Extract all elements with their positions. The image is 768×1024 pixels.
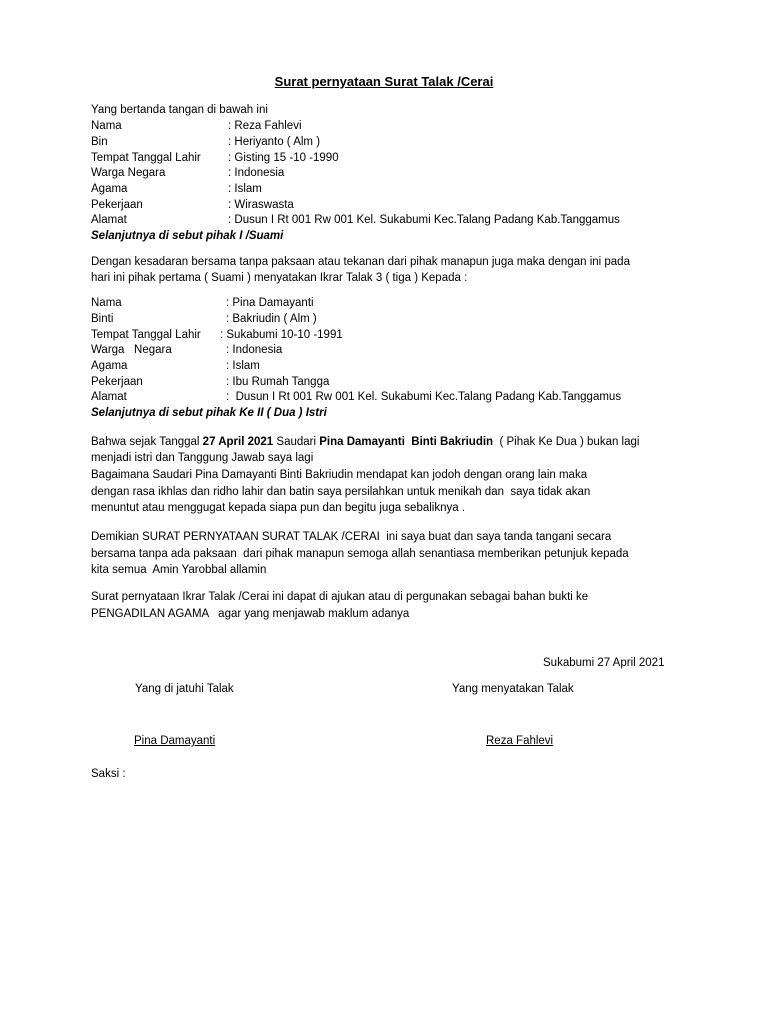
field-label: Agama — [91, 360, 128, 372]
field-value: : Wiraswasta — [228, 199, 294, 211]
document-title: Surat pernyataan Surat Talak /Cerai — [274, 74, 494, 89]
field-label: Alamat — [91, 391, 127, 403]
party1-note: Selanjutnya di sebut pihak I /Suami — [91, 230, 284, 242]
body3-line-2: PENGADILAN AGAMA agar yang menjawab maklum adanya — [91, 608, 410, 620]
field-value: : Indonesia — [226, 344, 283, 356]
statement-line-1: Dengan kesadaran bersama tanpa paksaan atau tekanan dari pihak manapun juga maka dengan ini pada — [91, 256, 630, 268]
body1-line-3: Bagaimana Saudari Pina Damayanti Binti Bakriudin mendapat kan jodoh dengan orang lain maka — [91, 469, 588, 481]
witness-label: Saksi : — [91, 768, 126, 780]
body2-line-3: kita semua Amin Yarobbal allamin — [91, 564, 267, 576]
field-label: Agama — [91, 183, 128, 195]
statement-line-2: hari ini pihak pertama ( Suami ) menyatakan Ikrar Talak 3 ( tiga ) Kepada : — [91, 272, 468, 284]
field-label: Nama — [91, 120, 122, 132]
field-value: : Islam — [226, 360, 260, 372]
body2-line-1: Demikian SURAT PERNYATAAN SURAT TALAK /CERAI ini saya buat dan saya tanda tangani secara — [91, 531, 612, 543]
field-value: : Reza Fahlevi — [228, 120, 302, 132]
field-value: : Indonesia — [228, 167, 285, 179]
place-date: Sukabumi 27 April 2021 — [543, 657, 665, 669]
body3-line-1: Surat pernyataan Ikrar Talak /Cerai ini dapat di ajukan atau di pergunakan sebagai bahan bukti ke — [91, 591, 589, 603]
signature-left-name: Pina Damayanti — [134, 735, 216, 747]
field-label: Tempat Tanggal Lahir — [91, 329, 201, 341]
field-label: Nama — [91, 297, 122, 309]
field-label: Binti — [91, 313, 114, 325]
field-value: : Dusun I Rt 001 Rw 001 Kel. Sukabumi Kec.Talang Padang Kab.Tanggamus — [228, 214, 620, 226]
intro-text: Yang bertanda tangan di bawah ini — [91, 104, 268, 116]
body1-line-1 — [91, 434, 639, 450]
field-label: Pekerjaan — [91, 376, 143, 388]
signature-left-label: Yang di jatuhi Talak — [135, 683, 234, 695]
body1-mid: Saudari — [273, 436, 320, 448]
body1-name: Pina Damayanti Binti Bakriudin — [319, 436, 494, 448]
field-value: : Islam — [228, 183, 262, 195]
signature-right-name: Reza Fahlevi — [486, 735, 554, 747]
field-label: Alamat — [91, 214, 127, 226]
field-value: : Pina Damayanti — [226, 297, 314, 309]
field-value: : Sukabumi 10-10 -1991 — [220, 329, 343, 341]
field-label: Pekerjaan — [91, 199, 143, 211]
body1-date: 27 April 2021 — [202, 436, 274, 448]
body1-line-4: dengan rasa ikhlas dan ridho lahir dan batin saya persilahkan untuk menikah dan saya tidak akan — [91, 486, 591, 498]
field-label: Tempat Tanggal Lahir — [91, 152, 201, 164]
field-value: : Gisting 15 -10 -1990 — [228, 152, 339, 164]
field-value: : Bakriudin ( Alm ) — [226, 313, 317, 325]
signature-right-label: Yang menyatakan Talak — [452, 683, 574, 695]
field-label: Warga Negara — [91, 344, 172, 356]
body1-suffix: ( Pihak Ke Dua ) bukan lagi — [493, 436, 640, 448]
field-label: Bin — [91, 136, 108, 148]
body1-prefix: Bahwa sejak Tanggal — [91, 436, 203, 448]
body1-line-2: menjadi istri dan Tanggung Jawab saya lagi — [91, 452, 314, 464]
field-value: : Heriyanto ( Alm ) — [228, 136, 321, 148]
body2-line-2: bersama tanpa ada paksaan dari pihak manapun semoga allah senantiasa memberikan petunjuk kepada — [91, 548, 629, 560]
field-value: : Ibu Rumah Tangga — [226, 376, 330, 388]
field-value: : Dusun I Rt 001 Rw 001 Kel. Sukabumi Kec.Talang Padang Kab.Tanggamus — [226, 391, 622, 403]
body1-line-5: menuntut atau menggugat kepada siapa pun dan begitu juga sebaliknya . — [91, 502, 466, 514]
field-label: Warga Negara — [91, 167, 166, 179]
party2-note: Selanjutnya di sebut pihak Ke II ( Dua ) Istri — [91, 407, 327, 419]
